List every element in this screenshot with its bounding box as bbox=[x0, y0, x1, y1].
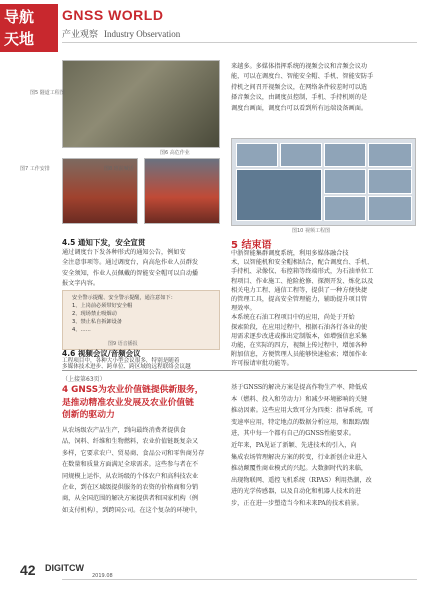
text-line: 来越多。多媒体指挥系统的视频会议和音频会议功 bbox=[231, 63, 368, 70]
text-line: 术，以智能机和安全帽相结合，配合调度台、手机、 bbox=[231, 259, 374, 267]
text-line: 相关电力工程、通信工程等，提供了一种方便快捷 bbox=[231, 286, 368, 294]
continued-note: （上接第63页） bbox=[62, 376, 106, 383]
section-divider bbox=[62, 370, 417, 371]
text-line: 功能，在实际的四方，视频上传过程中，增加各种 bbox=[231, 342, 368, 350]
video-tile-large bbox=[236, 169, 322, 221]
section-4-5-title: 4.5 通知下发，安全宣贯 bbox=[62, 238, 146, 247]
text-line: 手持机、录像仪、布控箱等终端形式，为石油单位工 bbox=[231, 268, 374, 276]
text-line: 多媒体技术进步、跨单位、跨区域的远程联络会议越 bbox=[62, 364, 191, 370]
right-top-paragraph bbox=[231, 62, 417, 114]
section-4-5-body bbox=[62, 248, 222, 290]
footer-brand: DIGITCW bbox=[45, 563, 84, 573]
text-line: 1、上岗前必须带好安全帽 bbox=[72, 303, 133, 309]
section-4-body-left bbox=[62, 425, 222, 516]
header-divider bbox=[62, 42, 417, 43]
section-4-title bbox=[62, 384, 222, 422]
text-line: 3、禁止私自拆卸设备 bbox=[72, 319, 122, 325]
text-line: 全注意事项等。通过调度台，向高危作业人员群发 bbox=[62, 259, 199, 267]
text-line: 4、…… bbox=[72, 327, 91, 333]
photo-caption-1: 图5 隧道工程图 bbox=[30, 90, 65, 96]
badge-line1: 导航 bbox=[4, 8, 35, 26]
title-line: 4 GNSS为农业价值链提供新服务， bbox=[62, 385, 204, 395]
section-badge bbox=[0, 4, 58, 52]
video-tile bbox=[368, 169, 412, 194]
section-subtitle bbox=[62, 27, 180, 40]
section-4-6-title: 4.6 视频会议/音频会议 bbox=[62, 349, 141, 358]
text-line: 附加信息，方便管理人员能够快速检索；增加作业 bbox=[231, 351, 368, 359]
badge-line2: 天地 bbox=[4, 30, 35, 48]
text-line: 进的光学传感器，以及自动化和机器人技术的进 bbox=[231, 488, 361, 496]
text-line: 的管理工具，提高安全管理能力，辅助提升项目管 bbox=[231, 296, 368, 304]
text-line: 许可报请审批功能等。 bbox=[231, 360, 293, 368]
video-tile bbox=[236, 143, 278, 167]
text-line: 在数量和质量方面满足全球需求。这些参与者在不 bbox=[62, 461, 199, 469]
text-line: 推动颠覆性商业模式的兴起。大数据时代的来临， bbox=[231, 465, 368, 473]
section-5-body bbox=[231, 249, 417, 369]
text-line: 通过调度台下发各种形式的通知公告，例如安 bbox=[62, 249, 186, 256]
section-cn: 产业观察 bbox=[62, 30, 99, 40]
footer-divider bbox=[62, 579, 417, 580]
video-tile bbox=[324, 143, 366, 167]
text-line: 中浙智能集群调度系统，利用多媒体融合技 bbox=[231, 250, 349, 257]
text-line: 用需求逐步改进或推出定制版本，如增强信息采集 bbox=[231, 332, 368, 340]
title-line: 是推动精准农业发展及农业价值链 bbox=[62, 397, 194, 408]
video-caption: 图10 视频工程图 bbox=[292, 228, 330, 234]
text-line: 商，从全国范围的解决方案提供者和国家机构（例 bbox=[62, 495, 199, 503]
text-line: 企业，到在区域级提供服务的农资的价格商和分销 bbox=[62, 484, 199, 492]
video-tile bbox=[368, 196, 412, 221]
section-4-body-right bbox=[231, 382, 417, 510]
text-line: 探索阶段，在应用过程中，根据石油各行各业的使 bbox=[231, 323, 368, 331]
text-line: 变速率应用，特定地点的数据分析应用，和跟踪/跟 bbox=[231, 418, 370, 426]
text-line: 如支付机构），到跨国公司。在这个复杂的环境中， bbox=[62, 506, 202, 514]
magazine-title: GNSS WORLD bbox=[62, 7, 164, 23]
footer-date: 2019.08 bbox=[92, 573, 113, 579]
text-line: 出现物联网、遥控飞机系统（RPAS）利用热潮，改 bbox=[231, 476, 372, 484]
video-tile bbox=[324, 196, 366, 221]
text-line: 2、现场禁止吸烟动 bbox=[72, 311, 117, 317]
text-line: 推动因素。这些应用大致可分为四类：指导系统，可 bbox=[231, 407, 374, 415]
video-tile bbox=[280, 143, 322, 167]
text-line: 安全警示提醒、安全警示提醒，通注意如下： bbox=[72, 295, 176, 301]
briefing-photo bbox=[144, 158, 220, 224]
text-line: 集成农场管理解决方案的转变，行业新创企业进入 bbox=[231, 453, 368, 461]
text-line: 从农场级农产品生产，到向最终消费者提供食 bbox=[62, 427, 186, 434]
text-line: 本系统在石油工程项目中的应用，尚处于开始 bbox=[231, 314, 355, 322]
title-line: 创新的驱动力 bbox=[62, 410, 115, 420]
text-line: 持机之间召开视频会议，在网络条件较差时可以选 bbox=[231, 83, 368, 91]
text-line: 多样，它要求农户、贸易商、食品公司和零售商另存 bbox=[62, 449, 205, 457]
text-line: 安全须知，作业人员佩戴的智能安全帽可以自动播 bbox=[62, 269, 199, 277]
text-line: 同规模上运作，从农场级的个体农户和高科技农业 bbox=[62, 472, 199, 480]
section-en: Industry Observation bbox=[104, 29, 181, 39]
text-line: 择音频会议，由调度员控制，手机、手持机则的是 bbox=[231, 94, 368, 102]
photo-caption-3: 图8 班前喊话 bbox=[104, 166, 134, 172]
tunnel-photo bbox=[62, 60, 220, 148]
text-line: 本（燃料、投入和劳动力）和减少环境影响的关键 bbox=[231, 395, 368, 403]
photo-collage bbox=[62, 60, 220, 233]
video-wall-image bbox=[231, 138, 416, 226]
video-tile bbox=[368, 143, 412, 167]
text-line: 调度台画面，调度台可以看到所有远端设备画面。 bbox=[231, 104, 368, 112]
text-line: 品，饲料、纤维和生物燃料，农业价值链既复杂又 bbox=[62, 438, 199, 446]
voice-broadcast-text bbox=[72, 294, 208, 334]
page-header bbox=[0, 0, 427, 58]
text-line: 程项目、作业施工、抢险抢修、探测开发、炼化以及 bbox=[231, 277, 374, 285]
page-number: 42 bbox=[20, 562, 36, 578]
section-5-title: 5 结束语 bbox=[231, 240, 272, 251]
voice-broadcast-caption: 图9 语音播报 bbox=[108, 341, 138, 347]
text-line: 能，可以在调度台、智能安全帽、手机、智能安防手 bbox=[231, 73, 374, 81]
section-4-6-body bbox=[62, 358, 222, 370]
text-line: 近年来，PA见证了新颖、先进技术的引入，向 bbox=[231, 441, 357, 449]
photo-caption-2: 图7 工作安排 bbox=[20, 166, 50, 172]
text-line: 理效率。 bbox=[231, 305, 256, 313]
text-line: 基于GNSS的解决方案是提高作物生产率、降低成 bbox=[231, 384, 368, 391]
text-line: 报文字内容。 bbox=[62, 280, 100, 288]
text-line: 工程项目中，各种大小型会议很多，特别是随着 bbox=[62, 358, 180, 364]
text-line: 进，其中每一个都有自己的GNSS性能要求。 bbox=[231, 430, 355, 438]
photo-caption-top-right: 图6 高危作业 bbox=[160, 150, 190, 156]
text-line: 步，正在进一步塑造当今和未来PA的技术前景。 bbox=[231, 499, 363, 507]
video-tile bbox=[324, 169, 366, 194]
